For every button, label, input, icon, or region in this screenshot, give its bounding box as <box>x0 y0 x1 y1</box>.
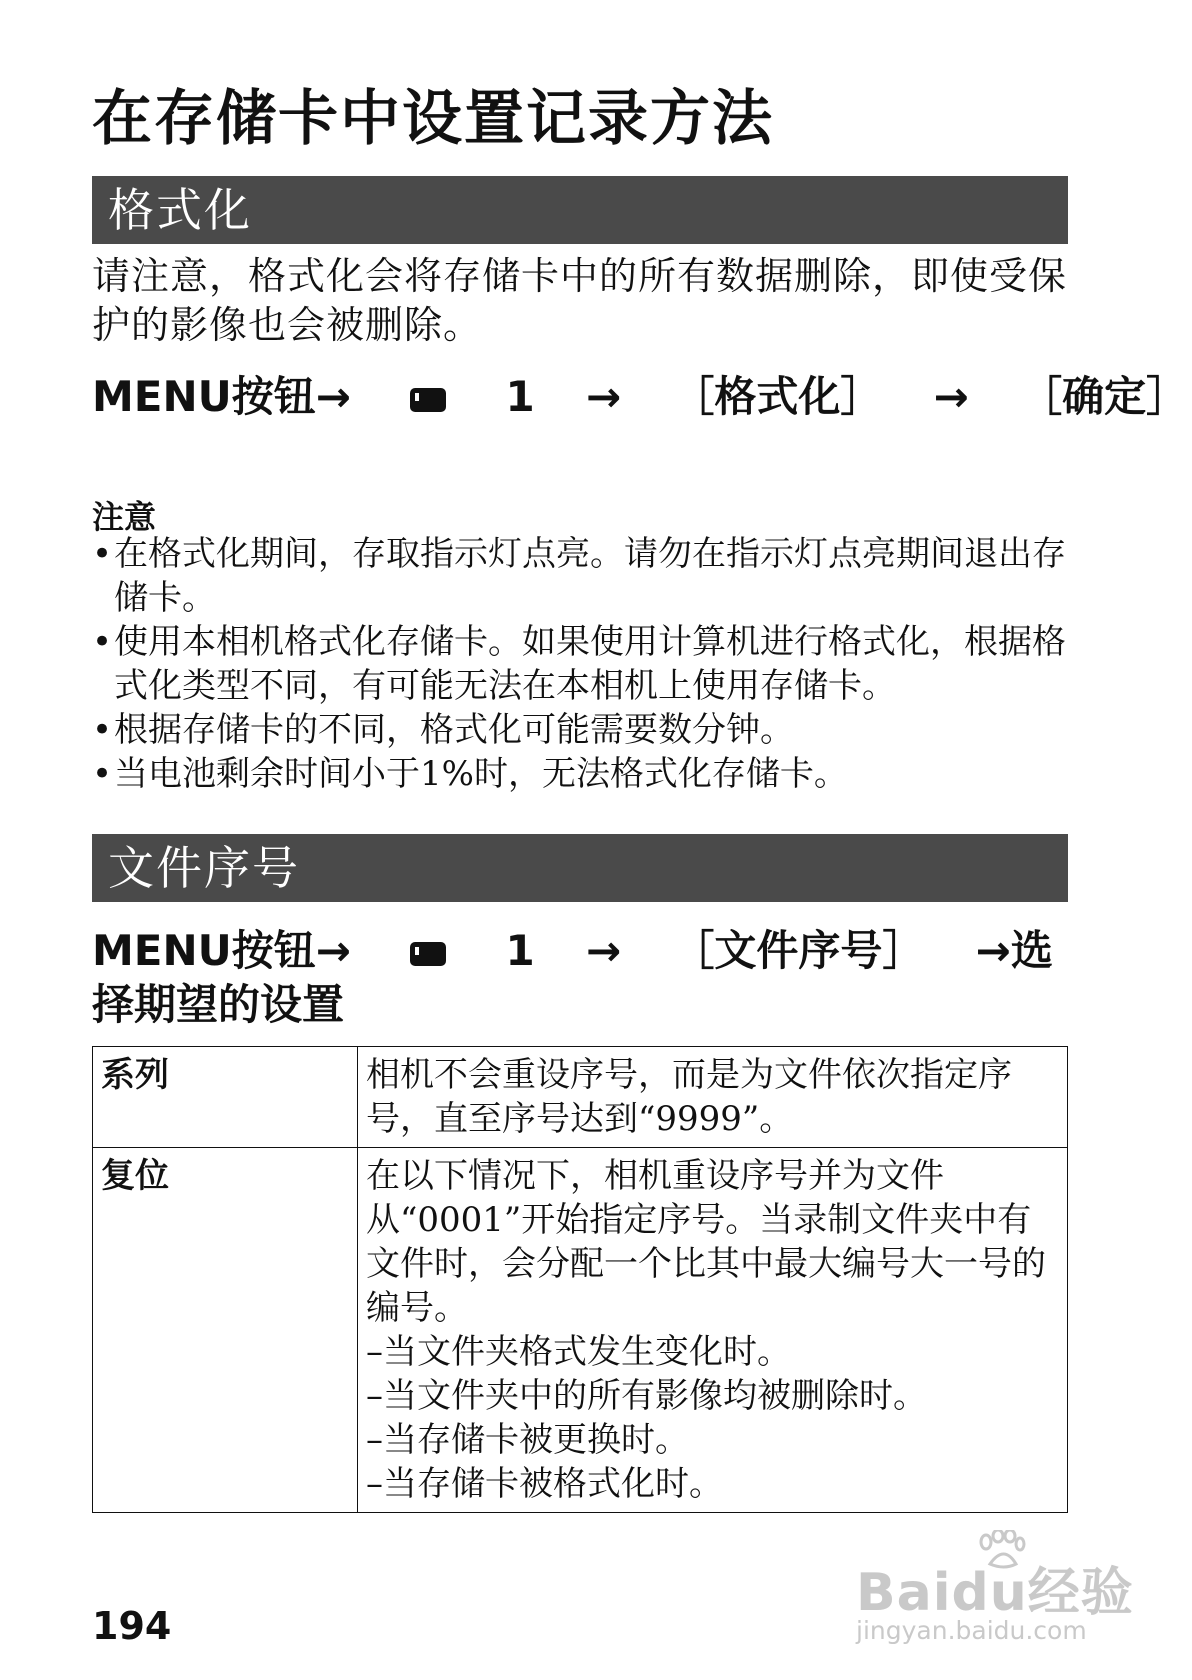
table-row <box>93 1047 1068 1148</box>
menu-page-number: 1 <box>505 926 535 975</box>
page-number: 194 <box>92 1604 172 1648</box>
menu-path-format <box>92 370 1189 424</box>
memory-card-icon <box>410 388 446 412</box>
menu-path-file-number <box>92 924 1082 1032</box>
note-text: 根据存储卡的不同，格式化可能需要数分钟。 <box>114 710 794 750</box>
note-text: 在格式化期间，存取指示灯点亮。请勿在指示灯点亮期间退出存储卡。 <box>114 534 1066 618</box>
note-item <box>92 708 1072 752</box>
table-sub-item: –当文件夹格式发生变化时。 <box>366 1332 791 1372</box>
note-heading: 注意 <box>92 498 157 536</box>
table-desc-cell <box>358 1148 1068 1513</box>
arrow-icon: → <box>975 926 1011 975</box>
watermark-url: jingyan.baidu.com <box>856 1616 1087 1645</box>
arrow-icon: → <box>585 372 622 421</box>
arrow-icon: → <box>315 372 351 421</box>
file-number-table <box>92 1046 1068 1513</box>
menu-item-select-setting: 选择期望的设置 <box>92 926 1053 1029</box>
table-desc-text: 相机不会重设序号，而是为文件依次指定序号，直至序号达到“9999”。 <box>366 1055 1012 1139</box>
bullet: • <box>92 754 113 794</box>
bullet: • <box>92 534 113 574</box>
note-list <box>92 532 1072 796</box>
menu-button-label: MENU按钮 <box>92 372 316 421</box>
watermark-brand: Baidu经验 <box>856 1563 1134 1623</box>
menu-item-file-number: ［文件序号］ <box>672 926 925 975</box>
arrow-icon: → <box>933 372 969 421</box>
note-item <box>92 532 1072 620</box>
section-heading-file-number: 文件序号 <box>92 834 1068 902</box>
table-desc-cell <box>358 1047 1068 1148</box>
format-description: 请注意，格式化会将存储卡中的所有数据删除，即使受保护的影像也会被删除。 <box>92 254 1068 347</box>
bullet: • <box>92 710 113 750</box>
bullet: • <box>92 622 113 662</box>
menu-item-format: ［格式化］ <box>672 372 883 421</box>
menu-page-number: 1 <box>505 372 535 421</box>
section-heading-format: 格式化 <box>92 176 1068 244</box>
arrow-icon: → <box>315 926 351 975</box>
table-sub-item: –当存储卡被更换时。 <box>366 1420 689 1460</box>
menu-item-confirm: ［确定］ <box>1020 372 1189 421</box>
note-text: 使用本相机格式化存储卡。如果使用计算机进行格式化，根据格式化类型不同，有可能无法在本相机上使用存储卡。 <box>114 622 1066 706</box>
table-label-cell: 复位 <box>93 1148 358 1513</box>
table-sub-item: –当文件夹中的所有影像均被删除时。 <box>366 1376 927 1416</box>
table-sub-item: –当存储卡被格式化时。 <box>366 1464 723 1504</box>
note-text: 当电池剩余时间小于1%时，无法格式化存储卡。 <box>114 754 848 794</box>
table-row <box>93 1148 1068 1513</box>
table-desc-text: 在以下情况下，相机重设序号并为文件从“0001”开始指定序号。当录制文件夹中有文件时，会分配一个比其中最大编号大一号的编号。 <box>366 1156 1046 1328</box>
note-item <box>92 620 1072 708</box>
note-item <box>92 752 1072 796</box>
menu-button-label: MENU按钮 <box>92 926 316 975</box>
page-title: 在存储卡中设置记录方法 <box>92 84 774 154</box>
memory-card-icon <box>410 942 446 966</box>
table-label-cell: 系列 <box>93 1047 358 1148</box>
baidu-watermark <box>856 1530 1136 1650</box>
arrow-icon: → <box>585 926 622 975</box>
